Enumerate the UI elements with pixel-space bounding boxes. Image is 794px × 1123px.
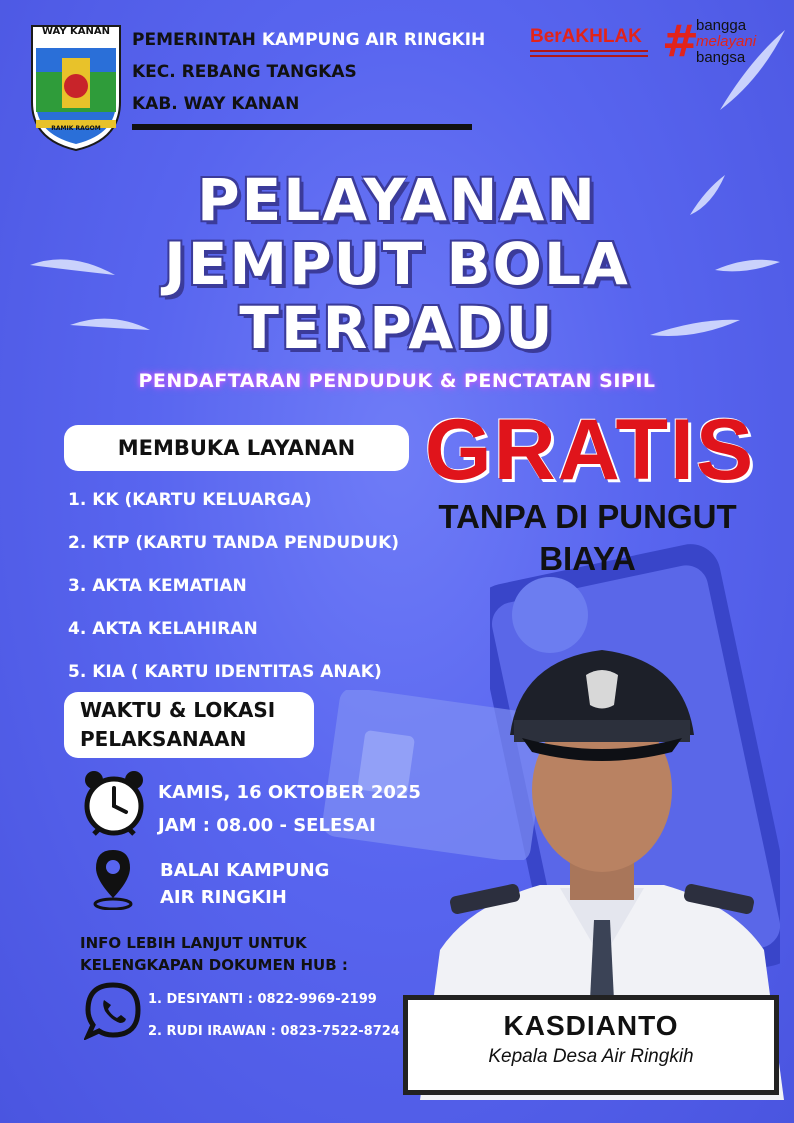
hashtag-icon: # xyxy=(662,16,699,67)
list-item: 5. KIA ( KARTU IDENTITAS ANAK) xyxy=(68,662,382,682)
list-item: 1. KK (KARTU KELUARGA) xyxy=(68,490,312,510)
bangga-melayani-logo: # bangga melayani bangsa xyxy=(662,16,757,67)
header-line-3: KAB. WAY KANAN xyxy=(132,94,300,114)
list-item: 3. AKTA KEMATIAN xyxy=(68,576,247,596)
gratis-heading: GRATIS xyxy=(424,402,756,498)
header-text xyxy=(132,24,485,120)
whatsapp-icon xyxy=(84,982,142,1040)
person-name-box xyxy=(403,995,779,1095)
location: BALAI KAMPUNG AIR RINGKIH xyxy=(160,860,330,908)
person-role: Kepala Desa Air Ringkih xyxy=(488,1046,694,1067)
schedule-date: KAMIS, 16 OKTOBER 2025 xyxy=(158,782,421,803)
list-item: 4. AKTA KELAHIRAN xyxy=(68,619,258,639)
contact-list xyxy=(148,984,400,1048)
time-location-heading: WAKTU & LOKASI PELAKSANAAN xyxy=(64,692,314,758)
free-of-charge-text: TANPA DI PUNGUT BIAYA xyxy=(438,498,737,577)
subtitle: PENDAFTARAN PENDUDUK & PENCTATAN SIPIL xyxy=(138,370,656,392)
location-pin-icon xyxy=(92,848,134,910)
logo-caption: RAMIK RAGOM xyxy=(51,125,101,132)
list-item: 1. DESIYANTI : 0822-9969-2199 xyxy=(148,992,377,1007)
schedule-time: JAM : 08.00 - SELESAI xyxy=(158,815,376,836)
logo-label: WAY KANAN xyxy=(41,26,111,37)
way-kanan-emblem xyxy=(28,22,124,152)
list-item: 2. RUDI IRAWAN : 0823-7522-8724 xyxy=(148,1024,400,1039)
alarm-clock-icon xyxy=(80,768,148,840)
list-item: 2. KTP (KARTU TANDA PENDUDUK) xyxy=(68,533,400,553)
header-divider xyxy=(132,124,472,130)
info-heading: INFO LEBIH LANJUT UNTUK KELENGKAPAN DOKUMEN HUB : xyxy=(80,934,348,974)
berakhlak-logo: BerAKHLAK xyxy=(530,26,654,66)
header-line-2: KEC. REBANG TANGKAS xyxy=(132,62,357,82)
schedule xyxy=(158,776,421,842)
berakhlak-tagline-lines xyxy=(530,50,654,57)
header-line-1: PEMERINTAH KAMPUNG AIR RINGKIH xyxy=(132,30,486,50)
main-title: PELAYANAN JEMPUT BOLA TERPADU xyxy=(164,166,630,362)
person-name: KASDIANTO xyxy=(503,1010,679,1041)
village-name: KAMPUNG AIR RINGKIH xyxy=(261,30,486,50)
services-heading: MEMBUKA LAYANAN xyxy=(64,425,409,471)
services-list xyxy=(68,485,399,700)
